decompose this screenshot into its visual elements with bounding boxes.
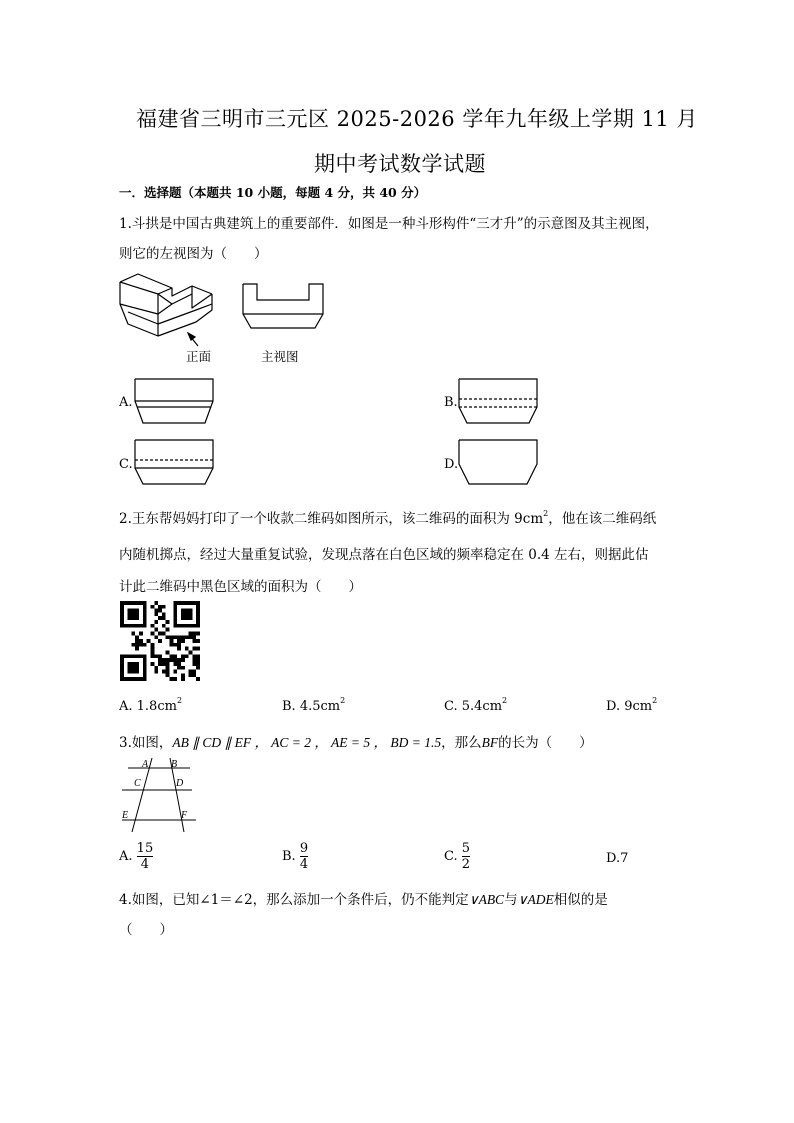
q3-fig-label-d: D (176, 778, 184, 789)
q2-option-d-sup: 2 (652, 696, 658, 705)
q2-text-line1-a: 2.王东帮妈妈打印了一个收款二维码如图所示，该二维码的面积为 9cm (119, 511, 544, 527)
q4-suffix: 相似的是 (553, 892, 608, 908)
q3-fig-label-a: A (142, 759, 149, 770)
q3-option-b-label: B. (282, 849, 296, 864)
doc-title-line2: 期中考试数学试题 (314, 152, 486, 176)
q3-option-a-fraction (137, 841, 154, 872)
q1-option-a-label[interactable]: A. (119, 395, 133, 410)
q3-suffix: 的长为（ ） (498, 735, 593, 751)
q3-option-c-fraction (462, 841, 470, 872)
q3-option-c-den: 2 (461, 857, 471, 872)
q2-text-line2: 内随机掷点，经过大量重复试验，发现点落在白色区域的频率稳定在 0.4 左右，则据此估 (119, 547, 649, 563)
q2-text-line1-b: ，他在该二维码纸 (548, 511, 657, 527)
q1-option-d-figure[interactable] (457, 438, 539, 488)
q3-option-b-fraction (300, 841, 308, 872)
q1-label-main-view: 主视图 (261, 349, 299, 364)
q3-option-c[interactable] (444, 841, 470, 872)
q1-main-view-figure (241, 282, 325, 330)
doc-title-line1: 福建省三明市三元区 2025-2026 学年九年级上学期 11 月 (136, 107, 698, 131)
q1-option-c-figure[interactable] (133, 438, 215, 488)
q3-option-a-label: A. (119, 849, 133, 864)
q4-prefix: 4.如图，已知∠1＝∠2，那么添加一个条件后，仍不能判定 (119, 892, 469, 908)
q1-option-d-label[interactable]: D. (444, 457, 459, 472)
q1-option-a-figure[interactable] (133, 377, 215, 427)
q4-triangle-abc: ∨ABC (468, 892, 505, 907)
q2-text-line1-sup: 2 (543, 509, 549, 518)
q4-triangle-ade: ∨ADE (517, 892, 554, 907)
q3-fig-label-e: E (122, 810, 129, 821)
q3-mid: ，那么 (441, 735, 482, 751)
q3-text (119, 731, 593, 751)
q3-fig-label-f: F (181, 810, 188, 821)
q2-option-a[interactable] (119, 696, 182, 714)
q1-option-b-figure[interactable] (457, 377, 539, 427)
q3-fig-label-b: B (171, 759, 178, 770)
q1-option-c-label[interactable]: C. (119, 457, 133, 472)
q2-text-line1 (119, 507, 656, 527)
q2-option-b-sup: 2 (340, 696, 346, 705)
q2-option-d[interactable] (606, 696, 657, 714)
q1-text-line1: 1.斗拱是中国古典建筑上的重要部件．如图是一种斗形构件“三才升”的示意图及其主视图， (119, 216, 659, 232)
q2-option-b[interactable] (282, 696, 345, 714)
q3-option-b-den: 4 (299, 857, 309, 872)
q3-option-a[interactable] (119, 841, 153, 872)
q3-prefix: 3.如图， (119, 735, 173, 751)
section-heading: 一．选择题（本题共 10 小题，每题 4 分，共 40 分） (119, 185, 427, 200)
q3-option-a-den: 4 (140, 857, 150, 872)
q1-option-b-label[interactable]: B. (444, 395, 458, 410)
q3-bf: BF (481, 735, 499, 750)
q3-option-b[interactable] (282, 841, 308, 872)
q3-option-c-label: C. (444, 849, 458, 864)
q3-option-c-num: 5 (461, 841, 471, 856)
q4-mid: 与 (504, 892, 518, 908)
q3-option-b-num: 9 (299, 841, 309, 856)
q2-option-b-text: B. 4.5cm (282, 699, 341, 714)
q2-text-line3: 计此二维码中黑色区域的面积为（ ） (119, 579, 362, 595)
q3-option-d[interactable]: D.7 (606, 851, 629, 866)
q2-option-c-sup: 2 (502, 696, 508, 705)
q2-option-c-text: C. 5.4cm (444, 699, 503, 714)
q3-parallel-lines-figure (118, 756, 200, 836)
q2-option-d-text: D. 9cm (606, 699, 653, 714)
q1-3d-figure (118, 268, 218, 348)
q3-option-a-num: 15 (136, 841, 154, 856)
q3-fig-label-c: C (134, 778, 141, 789)
q4-text-line1 (119, 888, 608, 908)
q1-text-line2: 则它的左视图为（ ） (119, 246, 268, 262)
q1-label-front: 正面 (186, 349, 212, 364)
q2-option-c[interactable] (444, 696, 507, 714)
q4-text-line2: （ ） (119, 922, 173, 938)
q3-math: AB ∥ CD ∥ EF ， AC = 2 ， AE = 5 ， BD = 1.5 (172, 735, 442, 750)
q2-qr-code-image (119, 601, 201, 681)
q2-option-a-sup: 2 (176, 696, 183, 705)
q2-option-a-text: A. 1.8cm (119, 699, 177, 714)
